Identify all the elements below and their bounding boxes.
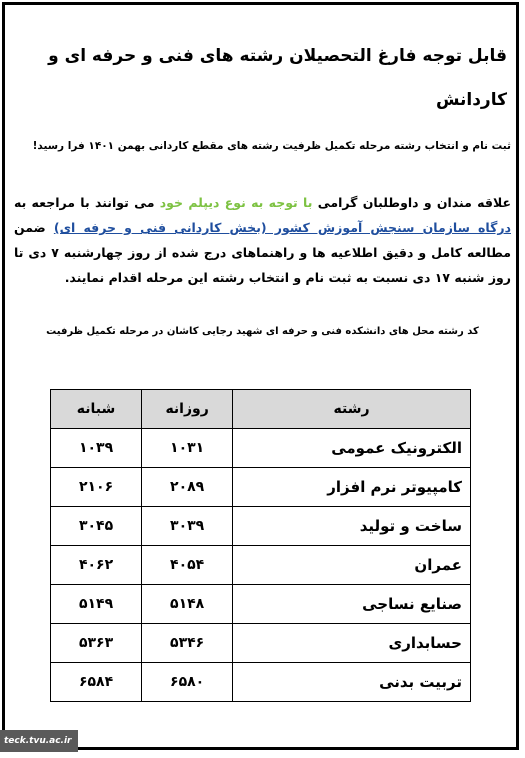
evening-code: ۴۰۶۲	[51, 546, 142, 585]
announcement-paragraph	[14, 190, 511, 290]
day-code: ۵۱۴۸	[142, 585, 233, 624]
header-day: روزانه	[142, 390, 233, 429]
table-header-row	[51, 390, 471, 429]
table-row	[51, 468, 471, 507]
field-name: حسابداری	[233, 624, 471, 663]
table-row	[51, 429, 471, 468]
evening-code: ۲۱۰۶	[51, 468, 142, 507]
header-evening: شبانه	[51, 390, 142, 429]
field-name: ساخت و تولید	[233, 507, 471, 546]
table-row	[51, 546, 471, 585]
announcement-title: قابل توجه فارغ التحصیلان رشته های فنی و حرفه ای و کاردانش	[48, 46, 507, 110]
paragraph-part-1: علاقه مندان و داوطلبان گرامی	[312, 195, 511, 210]
table-row	[51, 507, 471, 546]
table-row	[51, 585, 471, 624]
evening-code: ۵۱۴۹	[51, 585, 142, 624]
evening-code: ۵۳۶۳	[51, 624, 142, 663]
evening-code: ۱۰۳۹	[51, 429, 142, 468]
evening-code: ۳۰۴۵	[51, 507, 142, 546]
header-field: رشته	[233, 390, 471, 429]
announcement-subtitle: ثبت نام و انتخاب رشته مرحله تکمیل ظرفیت رشته های مقطع کاردانی بهمن ۱۴۰۱ فرا رسید!	[32, 140, 511, 152]
table-caption: کد رشته محل های دانشکده فنی و حرفه ای شهید رجایی کاشان در مرحله تکمیل ظرفیت	[46, 326, 479, 337]
site-logo: teck.tvu.ac.ir	[0, 730, 78, 752]
table-row	[51, 663, 471, 702]
sanjesh-portal-link[interactable]: درگاه سازمان سنجش آموزش کشور (بخش کاردانی فنی و حرفه ای)	[53, 220, 511, 235]
day-code: ۴۰۵۴	[142, 546, 233, 585]
paragraph-part-3: ضمن مطالعه کامل و دقیق اطلاعیه ها و راهنماهای درج شده از روز چهارشنبه ۷ دی تا روز شنبه ۱۷ دی نسبت به ثبت نام و انتخاب رشته این مرحله اقدام نمایند.	[14, 220, 511, 285]
field-name: عمران	[233, 546, 471, 585]
day-code: ۱۰۳۱	[142, 429, 233, 468]
day-code: ۶۵۸۰	[142, 663, 233, 702]
paragraph-green-highlight: با توجه به نوع دیپلم خود	[159, 195, 313, 210]
table-row	[51, 624, 471, 663]
field-name: الکترونیک عمومی	[233, 429, 471, 468]
day-code: ۵۳۴۶	[142, 624, 233, 663]
day-code: ۳۰۳۹	[142, 507, 233, 546]
field-name: تربیت بدنی	[233, 663, 471, 702]
announcement-body	[14, 20, 511, 337]
field-name: کامپیوتر نرم افزار	[233, 468, 471, 507]
evening-code: ۶۵۸۴	[51, 663, 142, 702]
field-name: صنایع نساجی	[233, 585, 471, 624]
day-code: ۲۰۸۹	[142, 468, 233, 507]
field-codes-table	[50, 389, 471, 702]
paragraph-part-2: می توانند با مراجعه به	[14, 195, 160, 210]
